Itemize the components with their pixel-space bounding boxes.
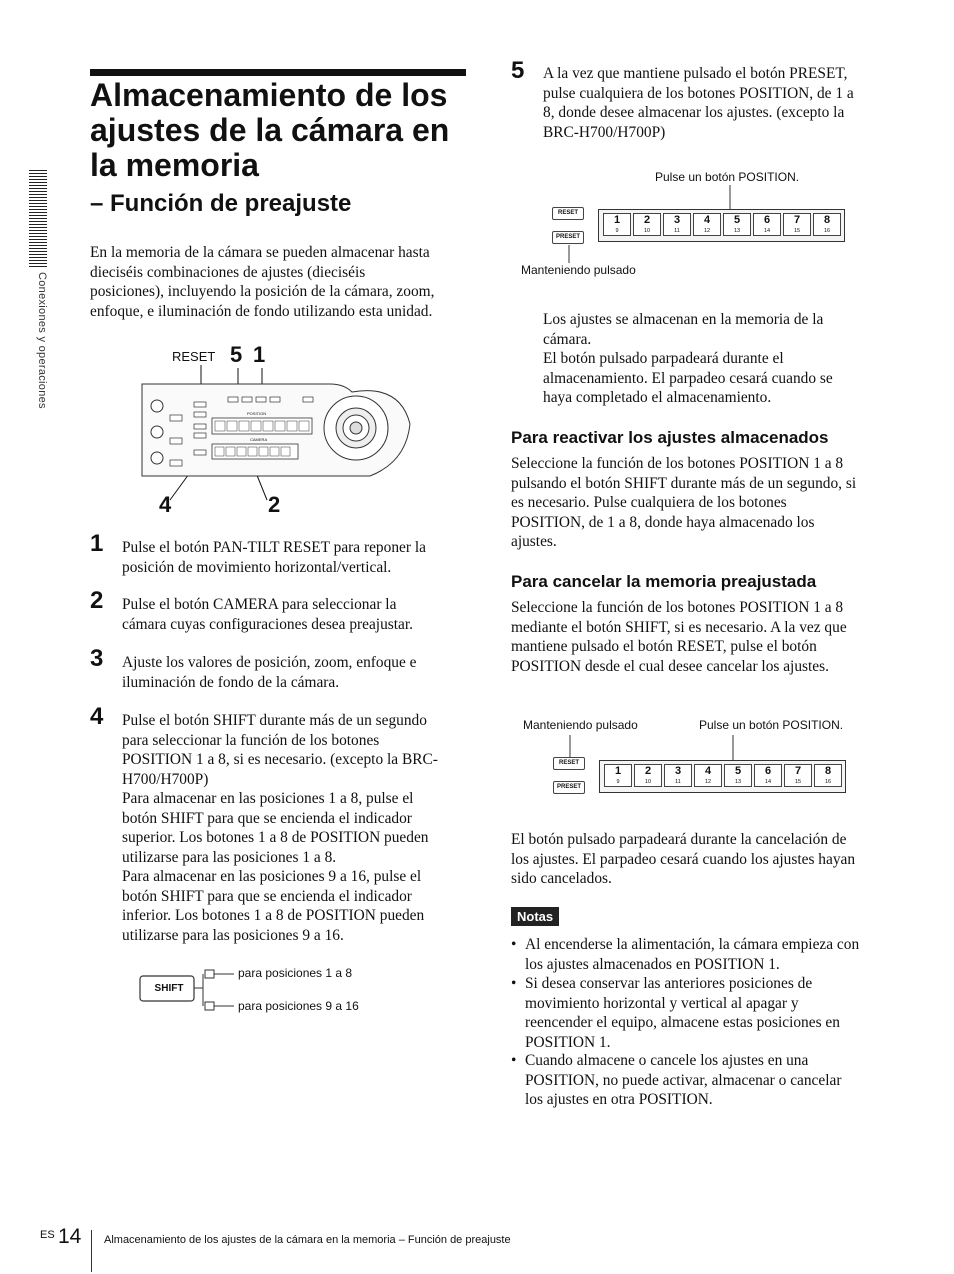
shift-figure: [138, 962, 388, 1018]
position-button-1: [604, 764, 632, 787]
fig6-reset-button: RESET: [553, 757, 585, 770]
position-number: 3: [674, 765, 682, 777]
position-alt-number: 15: [793, 228, 801, 234]
position-alt-number: 14: [764, 779, 772, 785]
position-alt-number: 13: [734, 779, 742, 785]
shift-lower-label: para posiciones 9 a 16: [238, 999, 359, 1013]
cancelar-text: Seleccione la función de los botones POSITION 1 a 8 mediante el botón SHIFT, si es necesario. A la vez que mantiene pulsado el botón RESET, pulse el botón POSITION desde el cual desee cancelar los ajustes.: [511, 599, 847, 675]
shift-upper-label: para posiciones 1 a 8: [238, 966, 353, 980]
position-number: 1: [614, 765, 622, 777]
position-number: 4: [703, 214, 711, 226]
position-number: 7: [794, 765, 802, 777]
position-button-5: [723, 213, 751, 236]
position-alt-number: 9: [616, 779, 620, 785]
position-number: 6: [764, 765, 772, 777]
position-button-4: [693, 213, 721, 236]
controller-figure: [130, 340, 430, 520]
position-button-3: [664, 764, 692, 787]
position-number: 2: [644, 765, 652, 777]
reactivar-text: Seleccione la función de los botones POSITION 1 a 8 pulsando el botón SHIFT durante más de un segundo, si es necesario. Pulse cualquiera de los botones POSITION, de 1 a 8, donde haya almacenado los ajustes.: [511, 455, 857, 550]
step-1-number: 1: [90, 530, 104, 557]
position-button-4: [694, 764, 722, 787]
fig6-preset-button: PRESET: [553, 781, 585, 794]
callout-5: 5: [230, 342, 243, 367]
position-button-5: [724, 764, 752, 787]
position-number: 2: [643, 214, 651, 226]
position-alt-number: 11: [675, 779, 681, 785]
position-button-2: [634, 764, 662, 787]
controller-panel-drawing: [130, 340, 430, 520]
position-button-2: [633, 213, 661, 236]
panel-camera-label: CAMERA: [250, 437, 268, 442]
after-cancel-text: El botón pulsado parpadeará durante la cancelación de los ajustes. El parpadeo cesará cuando los ajustes hayan sido cancelados.: [511, 831, 856, 887]
callout-2: 2: [268, 492, 281, 517]
position-button-6: [753, 213, 781, 236]
fig5-preset-button: PRESET: [552, 231, 584, 244]
step-1-text: Pulse el botón PAN-TILT RESET para reponer la posición de movimiento horizontal/vertical.: [122, 539, 426, 576]
shift-button: SHIFT: [154, 983, 184, 994]
reset-label: RESET: [172, 349, 216, 364]
position-number: 8: [823, 214, 831, 226]
notes-label: Notas: [511, 907, 559, 926]
position-alt-number: 15: [794, 779, 802, 785]
position-alt-number: 14: [763, 228, 771, 234]
fig6-caption-hold: Manteniendo pulsado: [523, 718, 638, 732]
page-number: 14: [58, 1225, 82, 1248]
fig6-caption-press: Pulse un botón POSITION.: [699, 718, 844, 732]
position-alt-number: 10: [643, 228, 651, 234]
position-number: 5: [734, 765, 742, 777]
footer-rule: [91, 1230, 92, 1272]
position-number: 1: [613, 214, 621, 226]
position-button-7: [783, 213, 811, 236]
panel-position-label: POSITION: [247, 411, 267, 416]
position-number: 4: [704, 765, 712, 777]
footer-text: Almacenamiento de los ajustes de la cámara en la memoria – Función de preajuste: [104, 1234, 511, 1246]
position-alt-number: 10: [644, 779, 652, 785]
step-4-text: Pulse el botón SHIFT durante más de un segundo para seleccionar la función de los botones POSITION 1 a 8, si es necesario. (excepto la BRC- H700/H700P) Para almacenar en las posiciones 1 a 8, pulse el botón SHIFT para que se encienda el indicador superior. Los botones 1 a 8 de POSITION pueden utilizarse para las posiciones 1 a 8. Para almacenar en las posiciones 9 a 16, pulse el botón SHIFT para que se encienda el indicador inferior. Los botones 1 a 8 de POSITION pueden utilizarse para las posiciones 9 a 16.: [122, 712, 438, 944]
position-alt-number: 13: [733, 228, 741, 234]
note-2: • Si desea conservar las anteriores posiciones de movimiento horizontal y vertical al apagar y reencender el equipo, almacene estas posiciones en POSITION 1.: [511, 975, 840, 1051]
position-alt-number: 12: [703, 228, 711, 234]
step-4-number: 4: [90, 703, 104, 730]
position-alt-number: 16: [823, 228, 831, 234]
cancelar-heading: Para cancelar la memoria preajustada: [511, 572, 817, 591]
position-number: 8: [824, 765, 832, 777]
side-tab-label: Conexiones y operaciones: [36, 272, 48, 409]
position-number: 7: [793, 214, 801, 226]
step-3-number: 3: [90, 645, 104, 672]
position-button-6: [754, 764, 782, 787]
position-alt-number: 11: [674, 228, 680, 234]
fig5-position-strip: [598, 209, 845, 242]
position-button-7: [784, 764, 812, 787]
title-rule: [90, 69, 466, 76]
position-button-3: [663, 213, 691, 236]
position-alt-number: 12: [704, 779, 712, 785]
position-alt-number: 16: [824, 779, 832, 785]
callout-1: 1: [253, 342, 266, 367]
intro-paragraph: En la memoria de la cámara se pueden almacenar hasta dieciséis combinaciones de ajustes (dieciséis posiciones), incluyendo la posición de la cámara, zoom, enfoque, e iluminación de fondo utilizando esta unidad.: [90, 244, 435, 320]
fig5-caption-hold: Manteniendo pulsado: [521, 263, 636, 277]
fig6-position-strip: [599, 760, 846, 793]
page-subtitle: – Función de preajuste: [90, 190, 352, 217]
position-number: 6: [763, 214, 771, 226]
callout-4: 4: [159, 492, 172, 517]
fig5-reset-button: RESET: [552, 207, 584, 220]
position-button-1: [603, 213, 631, 236]
position-button-8: [814, 764, 842, 787]
after-step5-text: Los ajustes se almacenan en la memoria de la cámara. El botón pulsado parpadeará durante el almacenamiento. El parpadeo cesará cuando se haya completado el almacenamiento.: [543, 311, 833, 406]
note-1: • Al encenderse la alimentación, la cámara empieza con los ajustes almacenados en POSITION 1.: [511, 936, 860, 973]
reactivar-heading: Para reactivar los ajustes almacenados: [511, 428, 829, 447]
step-2-number: 2: [90, 587, 104, 614]
step-5-text: A la vez que mantiene pulsado el botón PRESET, pulse cualquiera de los botones POSITION, de 1 a 8, donde desee almacenar los ajustes. (excepto la BRC-H700/H700P): [543, 65, 854, 141]
position-button-8: [813, 213, 841, 236]
position-alt-number: 9: [615, 228, 619, 234]
step-5-number: 5: [511, 57, 525, 84]
side-tab-stripes: [29, 170, 47, 268]
step-2-text: Pulse el botón CAMERA para seleccionar la cámara cuyas configuraciones desea preajustar.: [122, 596, 413, 633]
position-number: 3: [673, 214, 681, 226]
fig5-caption-press: Pulse un botón POSITION.: [655, 170, 800, 184]
page-title: Almacenamiento de los ajustes de la cámara en la memoria: [90, 77, 450, 183]
footer-lang: ES: [40, 1229, 55, 1241]
step-3-text: Ajuste los valores de posición, zoom, enfoque e iluminación de fondo de la cámara.: [122, 654, 417, 691]
note-3: • Cuando almacene o cancele los ajustes en una POSITION, no puede activar, almacenar o cancelar los ajustes en otra POSITION.: [511, 1052, 842, 1108]
position-number: 5: [733, 214, 741, 226]
